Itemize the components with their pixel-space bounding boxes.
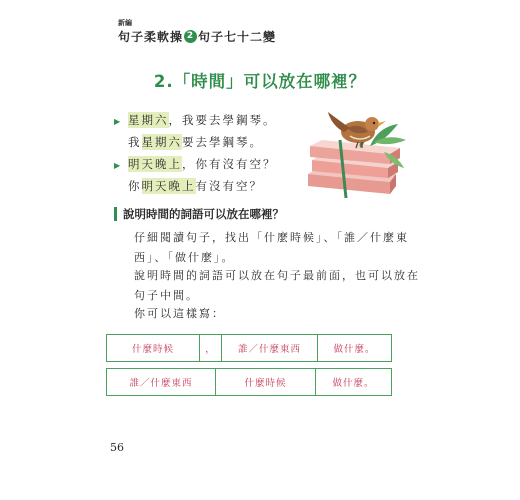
example-line-2 <box>114 132 314 154</box>
subheading-bar <box>114 207 117 221</box>
example-text: 有沒有空？ <box>195 179 263 193</box>
time-phrase-highlight: 星期六 <box>141 135 182 149</box>
example-subject: 你 <box>128 179 142 193</box>
pattern-cell-do: 做什麼。 <box>315 369 391 395</box>
series-title-left: 句子柔軟操 <box>118 30 184 44</box>
paragraph-instructions: 仔細閱讀句子，找出「什麼時候」、「誰／什麼東西」、「做什麼」。 <box>134 231 409 264</box>
time-phrase-highlight: 星期六 <box>128 113 169 127</box>
series-header <box>118 18 288 48</box>
example-text: 要去學鋼琴。 <box>182 135 263 149</box>
example-subject: 我 <box>128 135 142 149</box>
pattern-cell-comma: ， <box>199 335 221 361</box>
pattern-cell-who: 誰／什麼東西 <box>221 335 317 361</box>
series-title-right: 句子七十二變 <box>198 30 277 44</box>
example-line-1 <box>114 110 314 132</box>
section-title: 2.「時間」可以放在哪裡？ <box>153 72 367 91</box>
example-sentences <box>114 110 314 198</box>
triangle-right-icon: ▶ <box>114 161 123 170</box>
example-text: ，你有沒有空？ <box>182 157 277 171</box>
series-label-small: 新編 <box>118 18 132 27</box>
sentence-pattern-row-1 <box>106 334 392 362</box>
pattern-cell-when: 什麼時候 <box>131 344 174 355</box>
example-text: ，我要去學鋼琴。 <box>168 113 277 127</box>
example-line-3 <box>114 154 314 176</box>
subheading-text: 說明時間的詞語可以放在哪裡？ <box>123 207 284 221</box>
series-title <box>118 28 276 45</box>
bird-on-books-illustration <box>300 102 410 207</box>
books-stack <box>308 140 400 198</box>
sentence-pattern-row-2 <box>106 368 392 396</box>
subheading <box>114 206 284 222</box>
triangle-right-icon: ▶ <box>114 117 123 126</box>
paragraph-explanation: 說明時間的詞語可以放在句子最前面，也可以放在句子中間。 <box>134 269 420 302</box>
page-number: 56 <box>110 441 124 454</box>
pattern-cell-when: 什麼時候 <box>215 369 315 395</box>
paragraph-prompt: 你可以這樣寫： <box>134 307 225 320</box>
time-phrase-highlight: 明天晚上 <box>141 179 196 193</box>
time-phrase-highlight: 明天晚上 <box>128 157 182 171</box>
pattern-cell-do: 做什麼。 <box>317 335 391 361</box>
volume-badge: 2 <box>184 30 197 43</box>
example-line-4 <box>114 176 314 198</box>
pattern-cell-who: 誰／什麼東西 <box>129 378 193 389</box>
